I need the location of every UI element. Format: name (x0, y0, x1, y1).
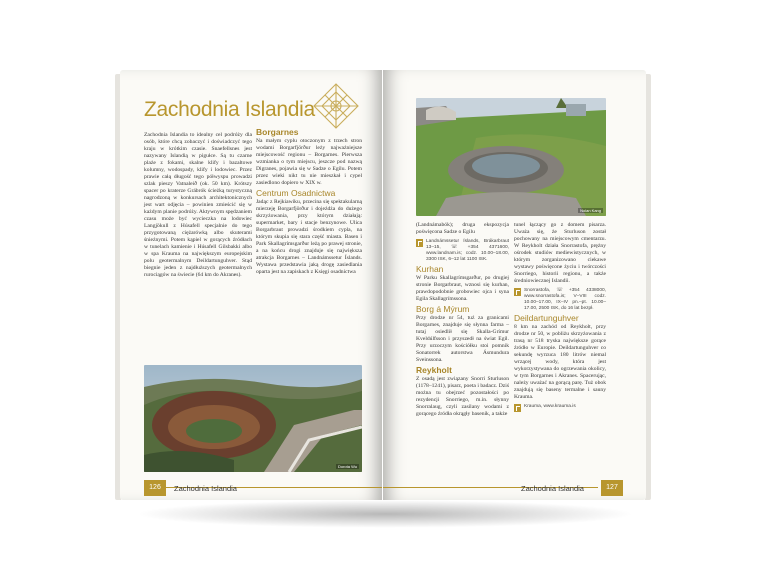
intro-column (144, 132, 252, 279)
centrum-heading: Centrum Osadnictwa (256, 188, 336, 198)
reykholt-text: Z osadą jest związany Snorri Sturluson (1178–1241), pisarz, poeta i badacz. Dziś można tu obejrzeć pozostałości po rezydencji Snorriego, m.in. słynny Snorralaug, czyli zasilany wodami z gorącego źródła okrągły basenik, a także (416, 376, 509, 417)
borg-heading: Borg á Mýrum (416, 304, 470, 314)
borgarnes-text: Na małym cyplu otoczonym z trzech stron wodami Borgarfjörður leży najważniejsze miejscowość regionu – Borgarnes. Pierwsza wzmianka o tym miejscu, jeszcze pod nazwą Digranes, pojawia się w Sadze o Egilu. Potem przez wieki nikt tu nie mieszkał i cypel zasiedlono dopiero w XIX w. (256, 138, 362, 186)
borg-text: Przy drodze nr 54, tuż za granicami Borgarnes, znajduje się słynna farma – tutaj osiedlił się Skalla-Grímur Kveldúlfsson i przyszedł na świat Egil. Przy urzoczym kościółku stoi pomnik Sonatorrek autorstwa Ásmundura Sveinssona. (416, 315, 509, 363)
kurhan-heading: Kurhan (416, 264, 444, 274)
chapter-title: Zachodnia Islandia (144, 98, 315, 121)
book-shadow (135, 500, 635, 528)
open-book (120, 70, 646, 500)
info-box-krauma (514, 404, 606, 412)
info-box-landnam (416, 239, 509, 263)
right-page (383, 70, 646, 500)
info-icon (514, 288, 521, 296)
crater-photo (144, 365, 362, 472)
deildartunguhver-heading: Deildartunguhver (514, 313, 579, 323)
page-number-right: 127 (601, 480, 623, 496)
right-column-2 (514, 222, 606, 415)
photo-credit: Dorota Wu (337, 464, 357, 469)
deildartunguhver-text: 8 km na zachód od Reykholt, przy drodze nr 50, w pobliżu skrzyżowania z trasą nr 518 tryska największe gorące źródło w Europie. Deildartunguhver co sekundę wyrzuca 180 litrów niemal wrzącej wody, która jest wykorzystywana do ogrzewania okolicy, w tym Borgarnes i Akranes. Spacerując, należy uważać na gorącą parę. Tuż obok znajdują się baseny termalne i sauny Krauma. (514, 324, 606, 400)
footer-title-right: Zachodnia Islandia (521, 484, 584, 493)
photo-credit: Nolan Kang (580, 208, 601, 213)
info-box-snorrastofa (514, 288, 606, 312)
right-column-1 (416, 222, 509, 418)
info-landnam-text: Landnámssetur Íslands, Brákarbraut 13–15, ☏ +354 4371600, www.landnam.is; codz. 10.00–18.00, 3300 ISK, 6–12 lat 1100 ISK. (426, 239, 509, 262)
kurhan-text: W Parku Skallagrímsgarður, po drugiej stronie Borgarbraut, wznosi się kurhan, prawdopodobnie grobowiec ojca i syna Egila Skallagrímssona. (416, 275, 509, 302)
col2-text: tunel łączący go z domem pisarza. Uważa się, że Sturluson został pochowany na miejscowym cmentarzu. W Reykholt działa Snorrastofa, prężny ośrodek studiów mediewistycznych, w którym zorganizowano ciekawe wystawy poświęcone życiu i twórczości Snorriego, historii regionu, a także średniowiecznej Islandii. (514, 222, 606, 284)
reykholt-heading: Reykholt (416, 365, 452, 375)
page-number-left: 126 (144, 480, 166, 496)
left-page (120, 70, 382, 500)
borgarnes-heading: Borgarnes (256, 127, 299, 137)
snorralaug-photo (416, 98, 606, 216)
info-icon (416, 239, 423, 247)
ornament-icon (310, 80, 362, 132)
intro-text: Zachodnia Islandia to idealny cel podróży dla osób, które chcą zobaczyć i doświadczyć tego kraju w krótkim czasie. Snaefellsnes jest nazywany Islandią w pigułce. Są tu czarne plaże z fokami, skalne klify i bazaltowe kolumny, wodospady, klify i lodowiec. Przez prawie całą długość tego półwyspu prowadzi szlak pieszy Vatnaleið (ok. 50 km). Krótszy spacer po kraterze Grábrók ścieżką turystyczną nagrodzoną w konkursach architektonicznych jest wart odjęcia – powinien zmieścić się w każdym planie podróży. Aktywnym spędzaniem czasu może być wycieczka na lodowiec Langjökull z Húsafell specjalnie do tego przygotowaną ciężarówką albo skuterami śnieżnymi. Potem kąpiel w gorących źródłach w tunelach kamienie i Húsafell Gilsbakki albo w spa Krauma na największym europejskim polu geotermalnym Deildartunguhver. Stąd biegnie jeden z najdłuższych geotermalnych rurociągów na świecie (64 km do Akranes). (144, 132, 252, 278)
centrum-text: Jadąc z Rejkiawiku, przecina się spektakularną mierzeję Borgarfjörður i dojeżdża do dużego skrzyżowania, przy którym działają: supermarket, bary i stacje benzynowe. Ulica Borgarbraut prowadzi środkiem cypla, na którym skupia się stara część miasta. Basen i Park Skallagrímsgarður leżą po prawej stronie, a na końcu drogi znajduje się największa atrakcja Borgarnes – Landnámssetur Íslands. Wystawa przedstawia jaką drogę zasiedlania oparta jest na zapiskach z Księgi osadnictwa (256, 199, 362, 275)
info-krauma-text: Krauma, www.krauma.is (524, 404, 576, 409)
borgarnes-column (256, 126, 362, 276)
footer-title-left: Zachodnia Islandia (174, 484, 237, 493)
info-icon (514, 404, 521, 412)
info-snorrastofa-text: Snorrastofa, ☏ +354 4338000, www.snorrastofa.is; V–VIII codz. 10.00–17.00, IX–IV pn.–pt. 10.00–17.00, 2500 ISK, do 16 lat bezpł. (524, 288, 606, 311)
col1-intro: (Landnámabók); druga ekspozycja poświęcona Sadze o Egilu (416, 222, 509, 235)
